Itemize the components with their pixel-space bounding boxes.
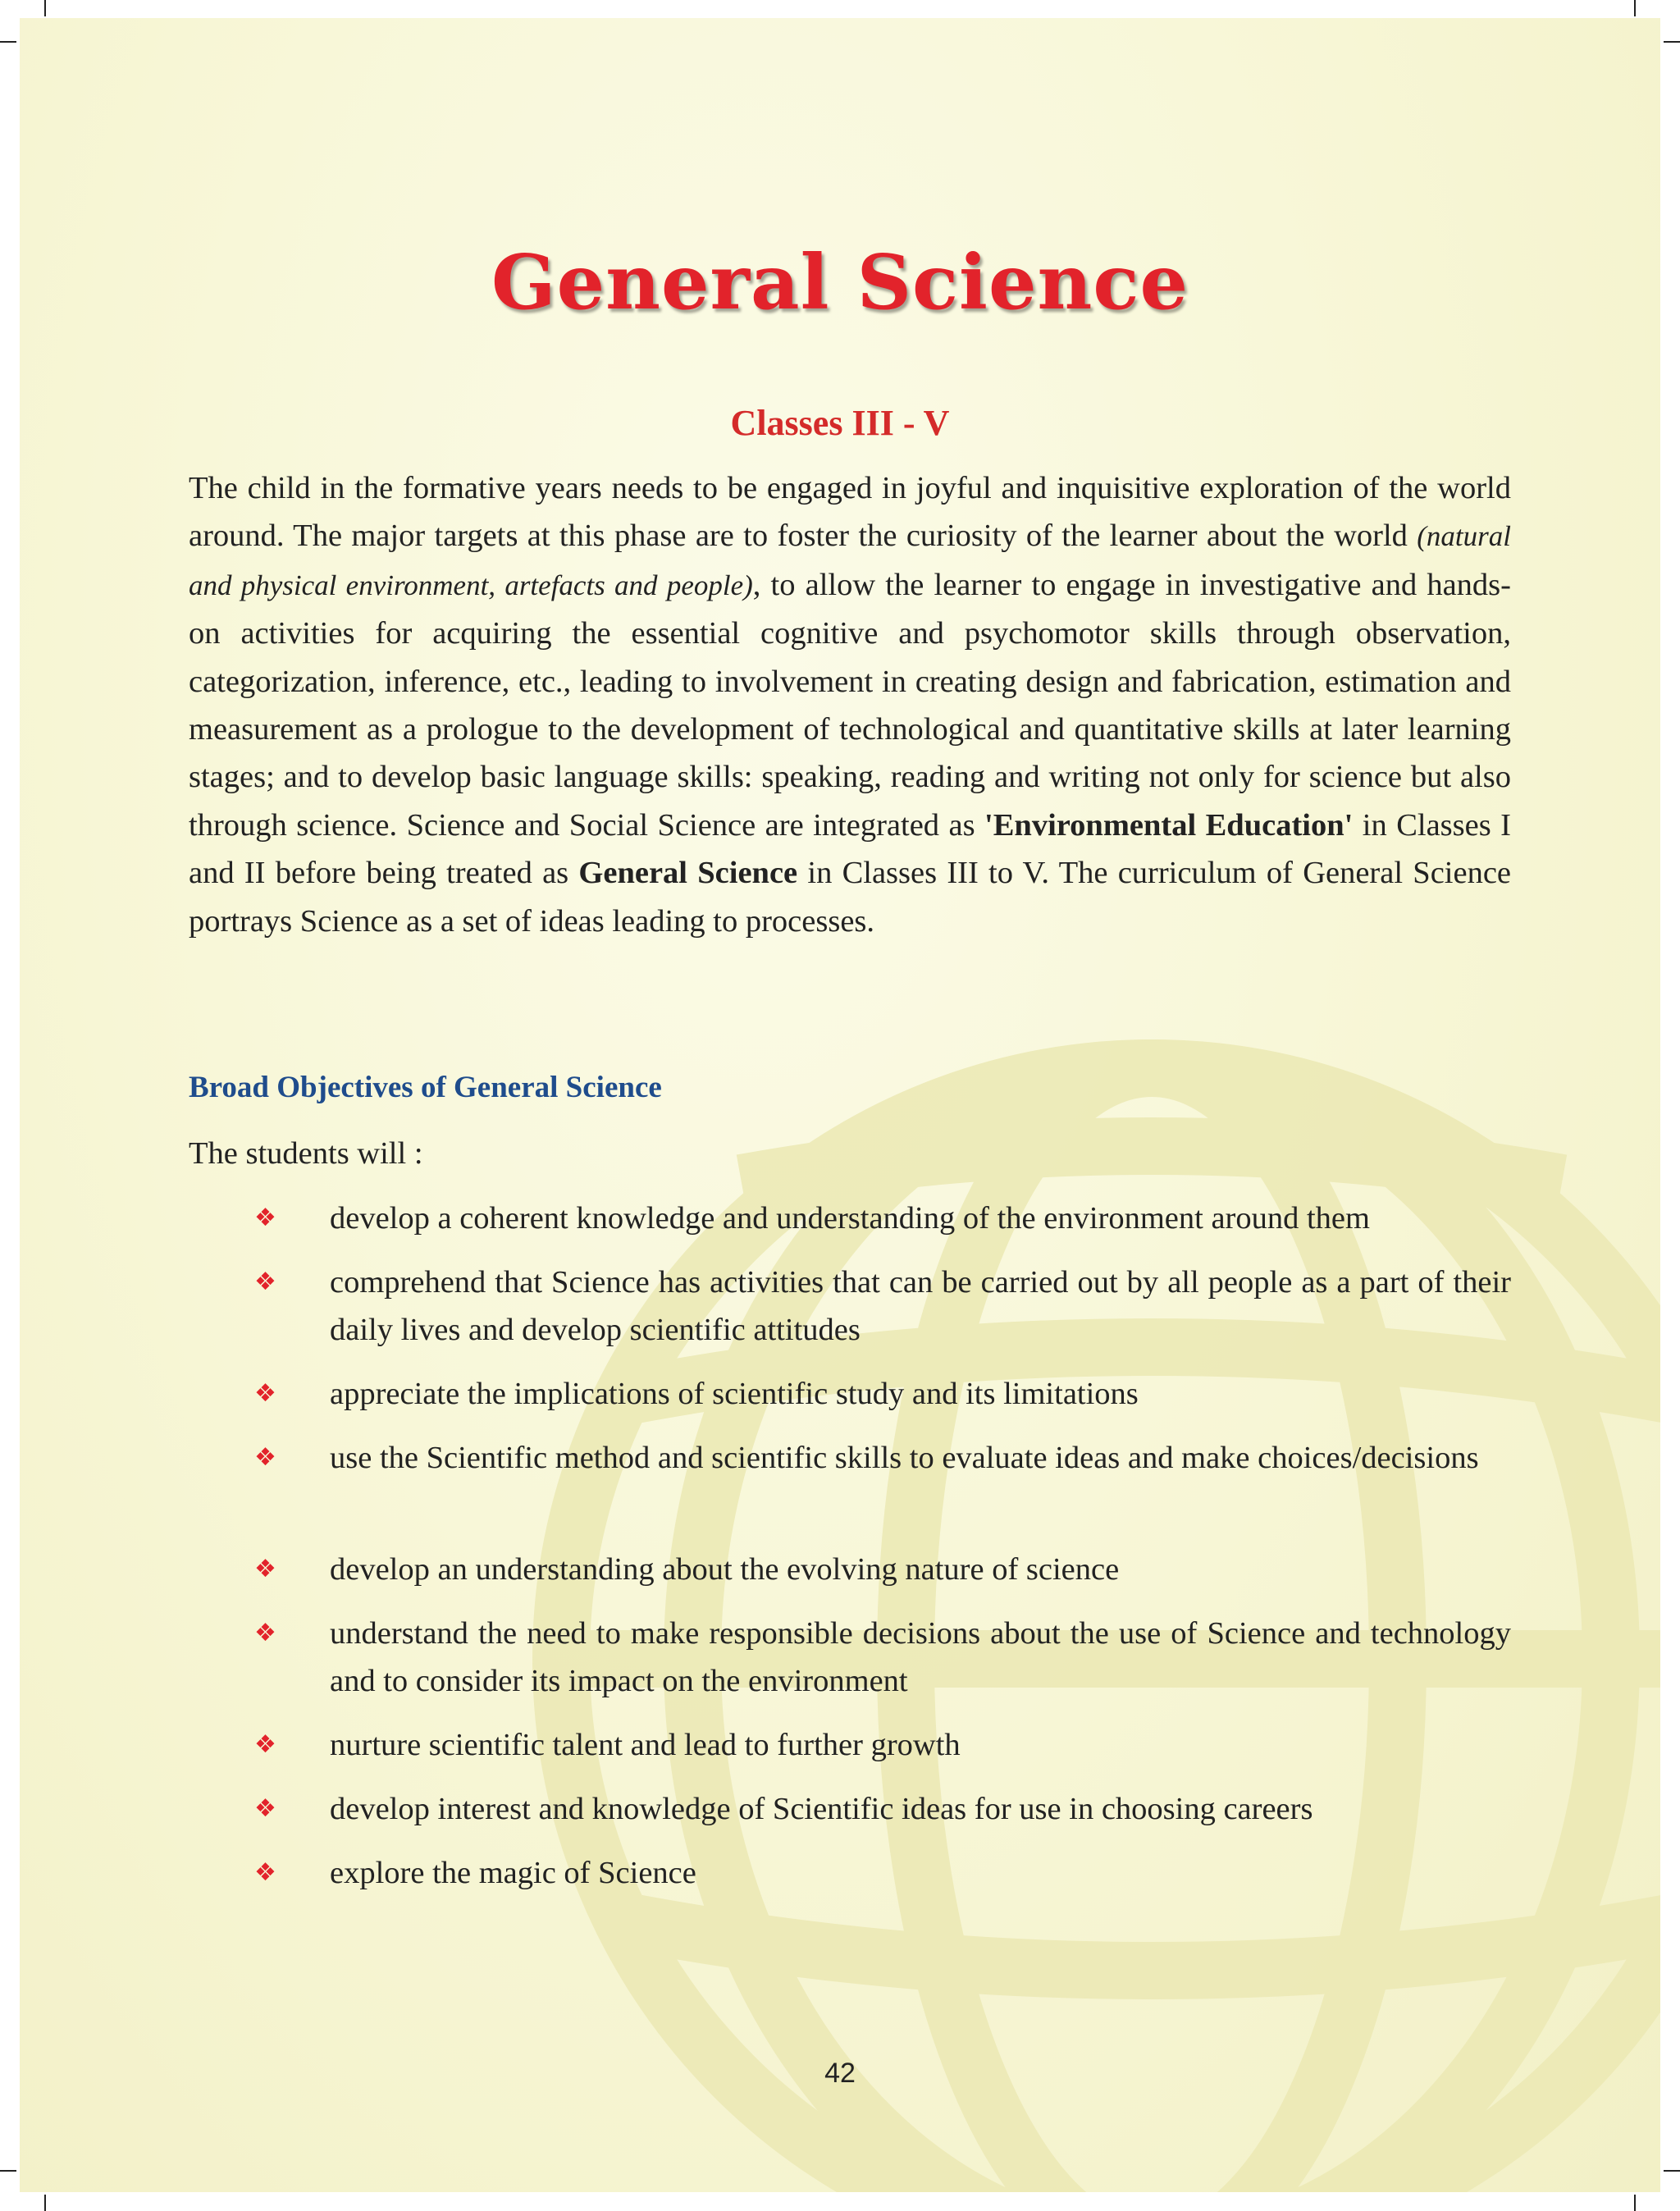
objective-text: develop an understanding about the evolving nature of science [330,1552,1120,1587]
bullet-icon: ❖ [254,1555,276,1583]
crop-mark [1664,2170,1680,2172]
bullet-icon: ❖ [254,1379,276,1408]
intro-text: in Classes I and II before being treated as [189,807,1511,891]
objective-text: comprehend that Science has activities that can be carried out by all people as a part of their daily lives and develop scientific attitudes [330,1265,1511,1347]
crop-mark [44,2195,46,2211]
crop-mark [44,0,46,16]
page-subtitle: Classes III - V [730,403,950,443]
intro-bold-text: General Science [578,856,798,891]
objectives-list [20,18,1660,2192]
list-item [254,1785,1511,1833]
bullet-icon: ❖ [254,1730,276,1759]
intro-text: in Classes III to V. The curriculum of General Science portrays Science as a set of ideas leading to processes. [189,856,1511,939]
objective-text: develop interest and knowledge of Scientific ideas for use in choosing careers [330,1792,1313,1826]
list-item [254,1721,1511,1769]
list-item [254,1259,1511,1354]
objectives-lead: The students will : [189,1136,423,1171]
crop-mark [1664,41,1680,43]
list-item [254,1546,1511,1593]
bullet-icon: ❖ [254,1619,276,1647]
crop-mark [0,2170,16,2172]
bullet-icon: ❖ [254,1794,276,1823]
bullet-icon: ❖ [254,1268,276,1296]
crop-mark [1634,0,1636,16]
crop-mark [1634,2195,1636,2211]
objective-text: use the Scientific method and scientific skills to evaluate ideas and make choices/decisions [330,1441,1479,1475]
list-item [254,1195,1511,1242]
bullet-icon: ❖ [254,1443,276,1472]
intro-text: The child in the formative years needs to be engaged in joyful and inquisitive exploration of the world around. The major targets at this phase are to foster the curiosity of the learner about the world [189,471,1511,554]
bullet-icon: ❖ [254,1204,276,1232]
intro-text: , to allow the learner to engage in investigative and hands-on activities for acquiring the essential cognitive and psychomotor skills through observation, categorization, inference, etc., leading to involvement in creating design and fabrication, estimation and measurement as a prologue to the development of technological and quantitative skills at later learning stages; and to develop basic language skills: speaking, reading and writing not only for science but also through science. Science and Social Science are integrated as [189,567,1511,843]
page-title: General Science [491,238,1189,327]
intro-italic-text: (natural and physical environment, artefacts and people) [189,520,1511,601]
objective-text: develop a coherent knowledge and understanding of the environment around them [330,1201,1370,1236]
list-item [254,1610,1511,1705]
objective-text: nurture scientific talent and lead to further growth [330,1728,961,1762]
bullet-icon: ❖ [254,1858,276,1887]
intro-bold-text: 'Environmental Education' [984,807,1354,843]
objective-text: understand the need to make responsible decisions about the use of Science and technology and to consider its impact on the environment [330,1616,1511,1698]
objective-text: explore the magic of Science [330,1856,696,1890]
list-item [254,1370,1511,1418]
document-page [20,18,1660,2192]
page-number: 42 [824,2058,856,2089]
crop-mark [0,41,16,43]
list-item [254,1434,1511,1482]
list-item [254,1849,1511,1897]
objective-text: appreciate the implications of scientific study and its limitations [330,1377,1139,1411]
section-heading: Broad Objectives of General Science [189,1071,662,1104]
